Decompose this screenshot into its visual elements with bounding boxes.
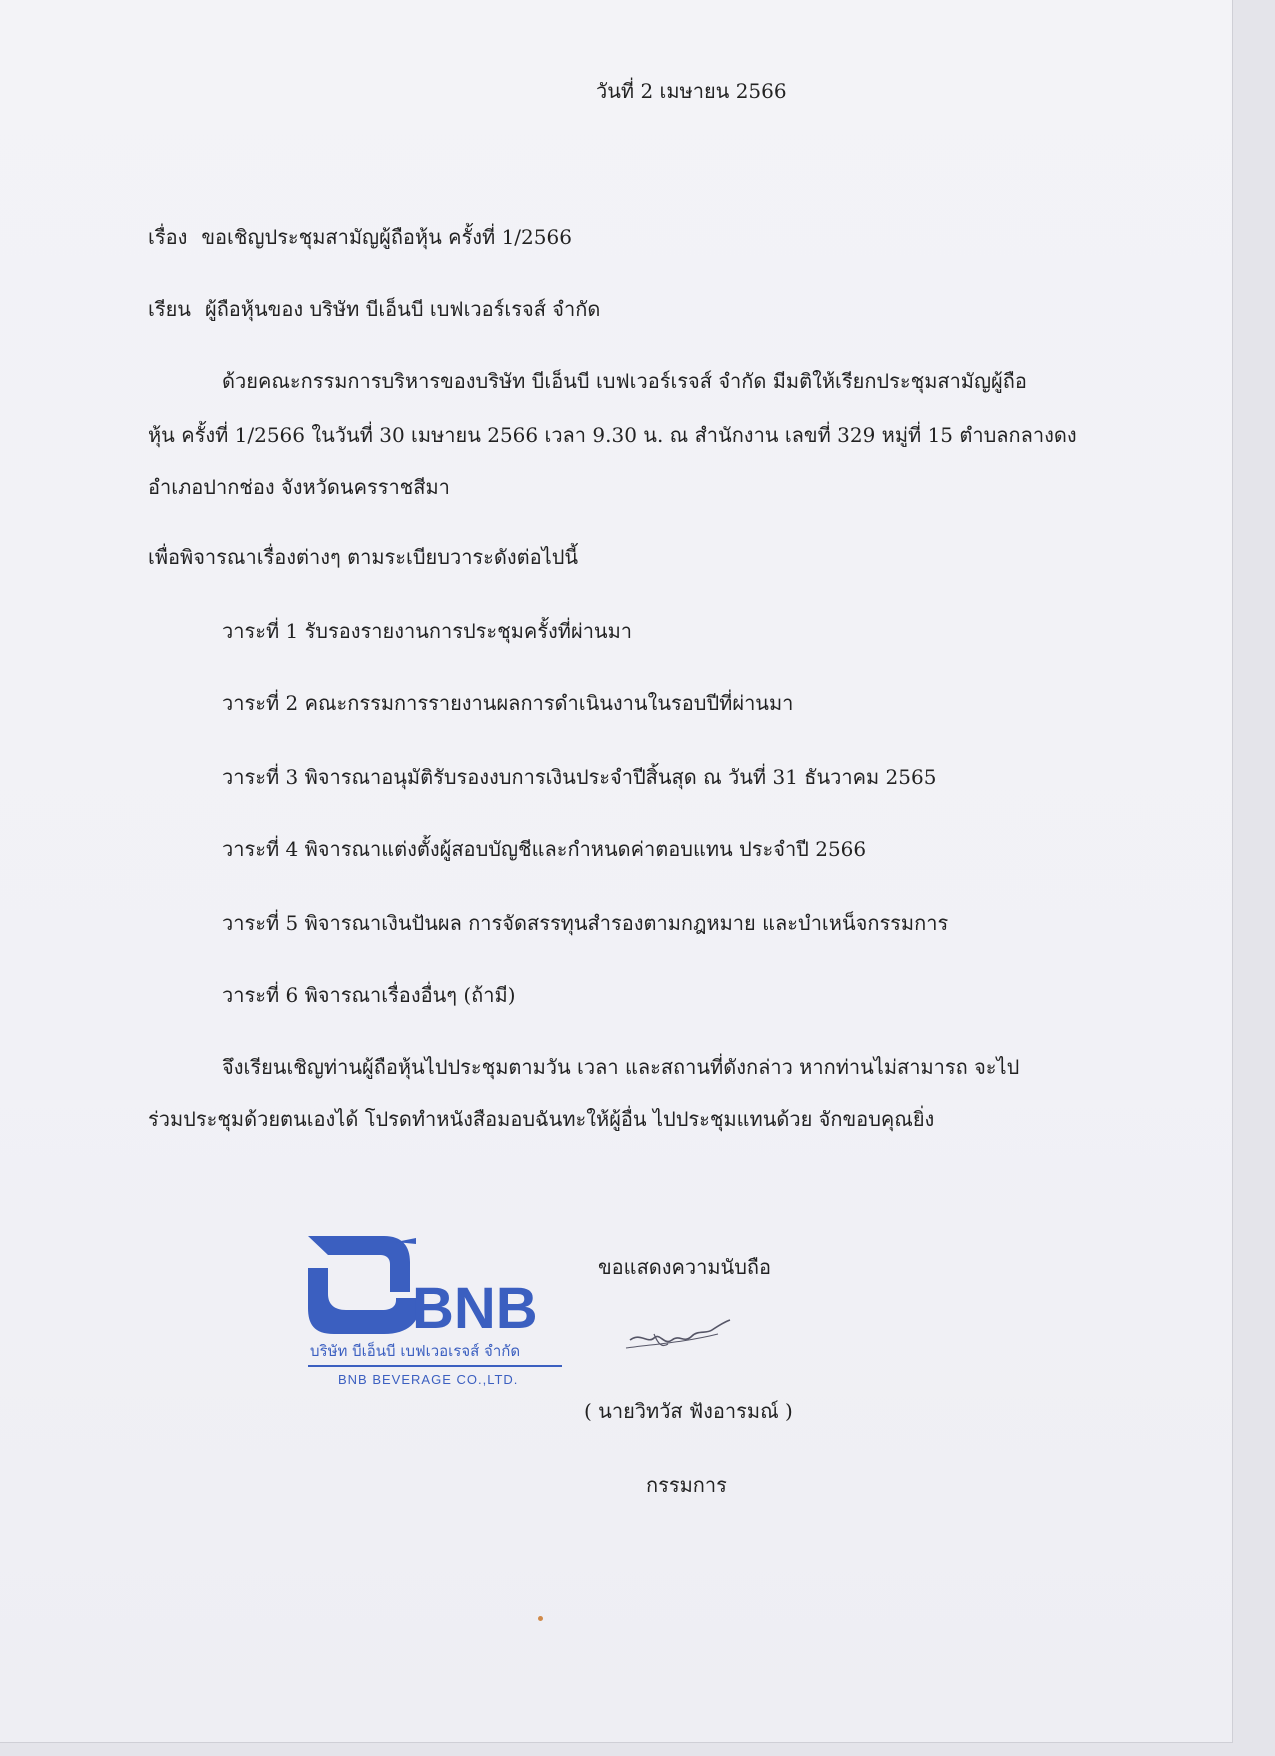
body-paragraph-1-line-3: อำเภอปากช่อง จังหวัดนครราชสีมา [148, 475, 450, 499]
handwritten-signature [624, 1310, 734, 1360]
agenda-item: วาระที่ 6 พิจารณาเรื่องอื่นๆ (ถ้ามี) [222, 983, 516, 1007]
letter-date: วันที่ 2 เมษายน 2566 [596, 79, 787, 103]
agenda-item: วาระที่ 4 พิจารณาแต่งตั้งผู้สอบบัญชีและกำหนดค่าตอบแทน ประจำปี 2566 [222, 837, 867, 861]
bnb-logo-mark [308, 1236, 538, 1341]
body-paragraph-1-line-2: หุ้น ครั้งที่ 1/2566 ในวันที่ 30 เมษายน 2566 เวลา 9.30 น. ณ สำนักงาน เลขที่ 329 หมู่ที่ 15 ตำบลกลางดง [148, 423, 1077, 447]
agenda-item: วาระที่ 5 พิจารณาเงินปันผล การจัดสรรทุนสำรองตามกฎหมาย และบำเหน็จกรรมการ [222, 911, 949, 935]
stamp-brand: BNB [412, 1276, 538, 1341]
recipient-label: เรียน [148, 297, 191, 321]
stamp-thai-name: บริษัท บีเอ็นบี เบฟเวอเรจส์ จำกัด [310, 1342, 521, 1360]
closing-salutation: ขอแสดงความนับถือ [598, 1255, 772, 1279]
stamp-english-name: BNB BEVERAGE CO.,LTD. [338, 1372, 519, 1387]
body-paragraph-2-line-1: จึงเรียนเชิญท่านผู้ถือหุ้นไปประชุมตามวัน เวลา และสถานที่ดังกล่าว หากท่านไม่สามารถ จะไป [222, 1055, 1020, 1079]
agenda-item: วาระที่ 2 คณะกรรมการรายงานผลการดำเนินงานในรอบปีที่ผ่านมา [222, 691, 794, 715]
subject-text: ขอเชิญประชุมสามัญผู้ถือหุ้น ครั้งที่ 1/2566 [201, 225, 572, 249]
subject-label: เรื่อง [148, 225, 188, 249]
signer-name: ( นายวิทวัส ฟังอารมณ์ ) [584, 1399, 793, 1423]
agenda-item: วาระที่ 1 รับรองรายงานการประชุมครั้งที่ผ่านมา [222, 619, 633, 643]
agenda-intro: เพื่อพิจารณาเรื่องต่างๆ ตามระเบียบวาระดังต่อไปนี้ [148, 545, 579, 569]
paper-speck [538, 1616, 543, 1621]
body-paragraph-1-line-1: ด้วยคณะกรรมการบริหารของบริษัท บีเอ็นบี เบฟเวอร์เรจส์ จำกัด มีมติให้เรียกประชุมสามัญผู้ถือ [222, 369, 1027, 393]
signer-position: กรรมการ [646, 1473, 727, 1497]
recipient-line [148, 296, 600, 322]
company-stamp [300, 1228, 600, 1388]
agenda-item: วาระที่ 3 พิจารณาอนุมัติรับรองงบการเงินประจำปีสิ้นสุด ณ วันที่ 31 ธันวาคม 2565 [222, 765, 937, 789]
subject-line [148, 224, 572, 250]
recipient-text: ผู้ถือหุ้นของ บริษัท บีเอ็นบี เบฟเวอร์เรจส์ จำกัด [204, 297, 601, 321]
body-paragraph-2-line-2: ร่วมประชุมด้วยตนเองได้ โปรดทำหนังสือมอบฉันทะให้ผู้อื่น ไปประชุมแทนด้วย จักขอบคุณยิ่ง [148, 1107, 935, 1131]
